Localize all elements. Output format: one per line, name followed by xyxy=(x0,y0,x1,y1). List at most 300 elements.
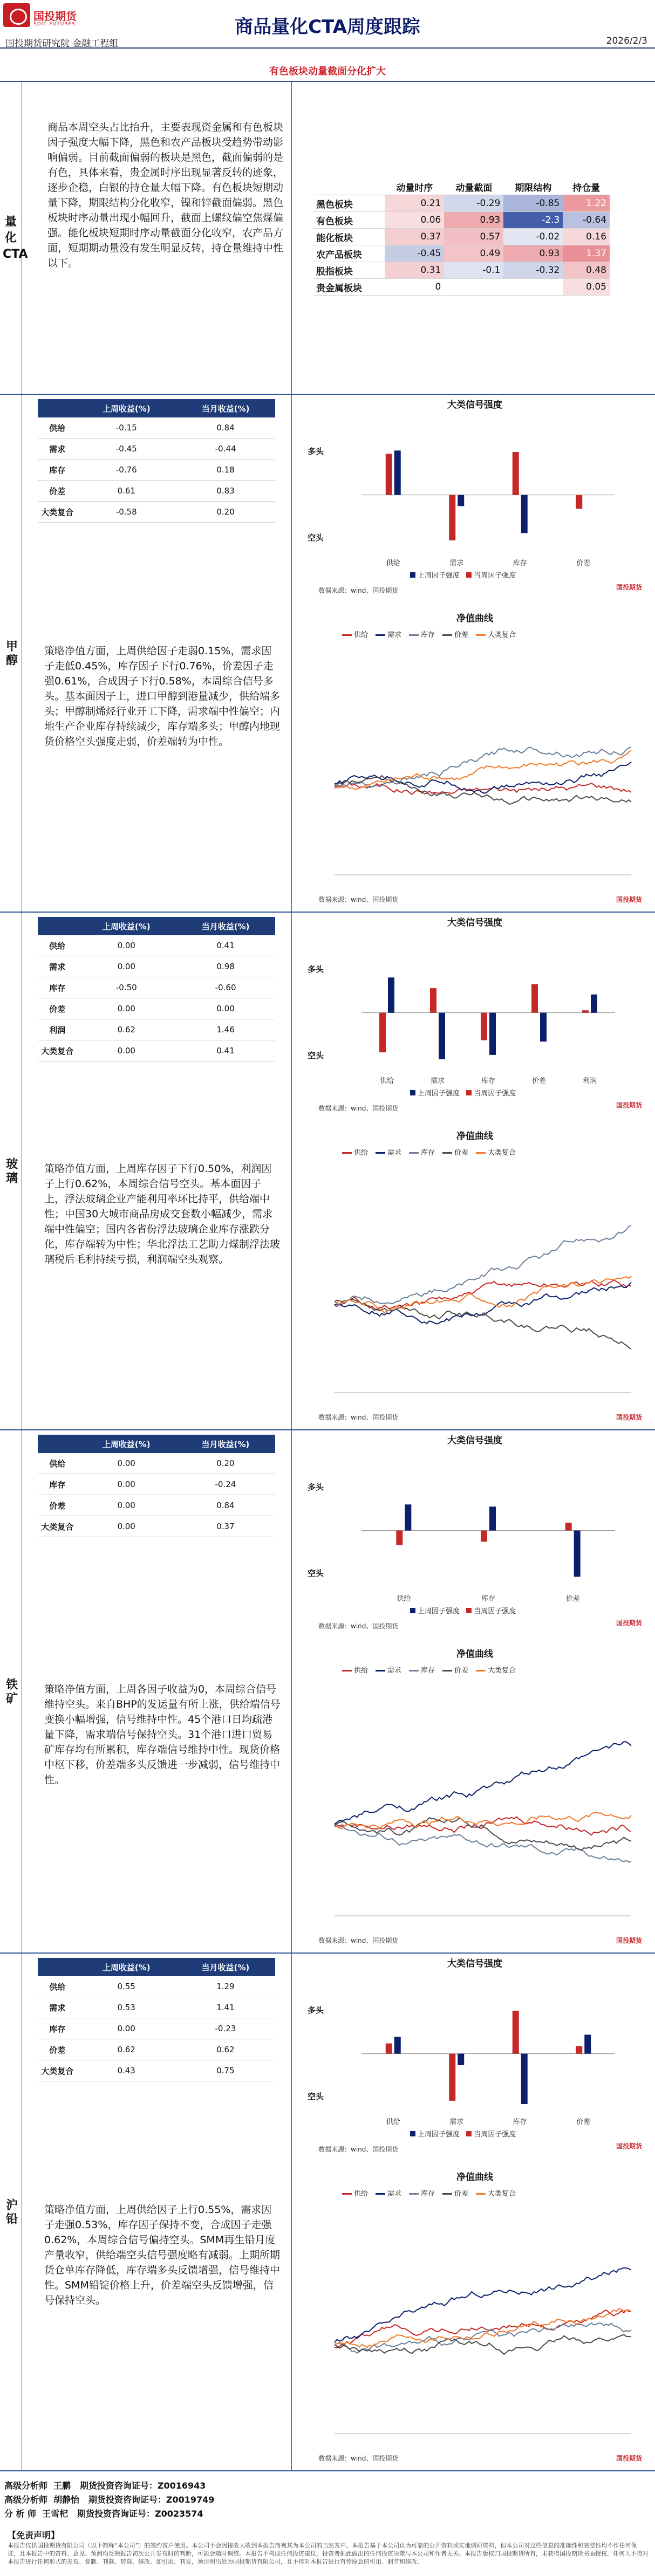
month-return: -0.60 xyxy=(176,977,275,998)
heatmap-row-label: 股指板块 xyxy=(313,262,385,279)
factor-name: 供给 xyxy=(38,417,77,439)
month-return: 0.75 xyxy=(176,2060,275,2081)
nav-curve-panel xyxy=(302,1128,647,1425)
nav-legend-swatch xyxy=(376,1670,385,1671)
analyst-1: 高级分析师 王鹏 期货投资咨询证号：Z0016943 xyxy=(4,2479,206,2491)
nav-legend-label: 大类复合 xyxy=(488,1667,516,1675)
week-return: 0.53 xyxy=(77,1997,176,2018)
heatmap-cell: -0.29 xyxy=(444,195,503,212)
long-label: 多头 xyxy=(308,1481,324,1492)
section-label-text: 玻璃 xyxy=(3,1157,19,1186)
heatmap-row xyxy=(313,262,610,279)
factor-name: 大类复合 xyxy=(38,2060,77,2081)
month-return: 0.41 xyxy=(176,935,275,956)
signal-bar-chart xyxy=(329,1975,631,2126)
nav-series-line xyxy=(335,1225,631,1306)
table-corner xyxy=(38,917,77,935)
legend-swatch-blue xyxy=(410,2131,415,2136)
bar-category-label: 供给 xyxy=(386,559,400,567)
week-return: 0.55 xyxy=(77,1976,176,1997)
panel-logo: 国投期货 xyxy=(616,2454,642,2463)
panel-logo: 国投期货 xyxy=(616,1936,642,1945)
heatmap-cell: 0.93 xyxy=(444,212,503,229)
nav-legend-label: 需求 xyxy=(387,631,401,639)
nav-legend-label: 供给 xyxy=(354,631,368,639)
signal-bar xyxy=(481,1531,487,1542)
month-return: 0.20 xyxy=(176,502,275,523)
bar-category-label: 供给 xyxy=(386,2118,400,2126)
nav-legend-label: 供给 xyxy=(354,1667,368,1675)
heatmap-cell: 0.49 xyxy=(444,245,503,262)
week-return: 0.00 xyxy=(77,1516,176,1537)
nav-legend-swatch xyxy=(376,2193,385,2195)
table-corner xyxy=(38,399,77,417)
week-return: -0.58 xyxy=(77,502,176,523)
nav-line-chart xyxy=(313,1161,637,1398)
short-label: 空头 xyxy=(308,532,324,543)
legend-label: 当周因子强度 xyxy=(474,2130,516,2139)
nav-legend-label: 大类复合 xyxy=(488,2190,516,2198)
heatmap-cell: 0.06 xyxy=(385,212,444,229)
long-label: 多头 xyxy=(308,963,324,975)
signal-bar xyxy=(521,495,528,533)
section-label-text: 沪铅 xyxy=(3,2198,19,2226)
factor-name: 价差 xyxy=(38,2039,77,2060)
analyst-2: 高级分析师 胡静怡 期货投资咨询证号：Z0019749 xyxy=(4,2493,214,2505)
bar-chart-title: 大类信号强度 xyxy=(302,1433,647,1449)
data-source: 数据来源：wind、国投期货 xyxy=(318,1413,398,1422)
table-row xyxy=(38,1019,275,1040)
col-header-month: 当月收益(%) xyxy=(176,399,275,417)
commodity-section xyxy=(0,1952,655,2471)
signal-bar xyxy=(521,2054,528,2104)
nav-legend-swatch xyxy=(409,1670,419,1671)
table-row xyxy=(38,998,275,1019)
nav-legend xyxy=(335,1664,516,1675)
nav-legend-swatch xyxy=(476,1670,486,1671)
section-label-text: 甲醇 xyxy=(3,640,19,668)
factor-name: 大类复合 xyxy=(38,1516,77,1537)
week-return: 0.00 xyxy=(77,1453,176,1474)
nav-series-line xyxy=(335,1742,631,1824)
nav-legend-label: 大类复合 xyxy=(488,1149,516,1157)
month-return: -0.24 xyxy=(176,1474,275,1495)
table-row xyxy=(38,417,275,439)
signal-strength-panel xyxy=(302,397,647,602)
nav-legend-label: 供给 xyxy=(354,2190,368,2198)
bar-category-label: 价差 xyxy=(532,1077,546,1085)
report-date: 2026/2/3 xyxy=(606,36,647,46)
nav-line-chart xyxy=(313,2202,637,2439)
factor-name: 供给 xyxy=(38,1976,77,1997)
column-divider xyxy=(291,395,292,913)
legend-swatch-blue xyxy=(410,572,415,578)
commodity-section xyxy=(0,912,655,1430)
heatmap-cell xyxy=(503,279,563,296)
month-return: -0.44 xyxy=(176,439,275,460)
nav-legend-label: 价差 xyxy=(454,1667,468,1675)
heatmap-col-header: 期限结构 xyxy=(503,179,563,195)
heatmap-cell: 0.21 xyxy=(385,195,444,212)
nav-legend-label: 供给 xyxy=(354,1149,368,1157)
col-header-week: 上周收益(%) xyxy=(77,399,176,417)
month-return: 0.84 xyxy=(176,1495,275,1516)
heatmap-col-header: 持仓量 xyxy=(563,179,610,195)
bar-category-label: 库存 xyxy=(513,559,527,567)
section-label-text: 铁矿 xyxy=(3,1678,19,1706)
signal-bar xyxy=(394,2037,401,2053)
bar-category-label: 价差 xyxy=(576,2118,590,2126)
col-header-week: 上周收益(%) xyxy=(77,917,176,935)
signal-bar xyxy=(576,495,582,509)
month-return: 0.84 xyxy=(176,417,275,439)
bar-category-label: 价差 xyxy=(566,1595,580,1603)
nav-curve-panel xyxy=(302,611,647,907)
table-row xyxy=(38,1976,275,1997)
signal-bar xyxy=(584,2034,591,2053)
col-header-month: 当月收益(%) xyxy=(176,917,275,935)
heatmap-cell: -0.32 xyxy=(503,262,563,279)
nav-legend xyxy=(335,2188,516,2198)
data-source: 数据来源：wind、国投期货 xyxy=(318,1936,398,1945)
week-return: 0.00 xyxy=(77,2018,176,2039)
disclaimer-text: 本报告仅供国投期货有限公司（以下简称“本公司”）的签约客户使用。本公司不会因接收人收到本报告而视其为本公司的当然客户。本报告基于本公司认为可靠的公开资料或实地调研资料，但本公司对这些信息的准确性和完整性均不作任何保证，且本报告中的资料、意见、预测均反映报告初次公开发布时的判断，可能会随时调整。本报告不构成任何投资建议，投资者据此做出的任何投资决策与本公司和作者无关。本报告版权归国投期货所有，未获得国投期货书面授权，任何人不得对本报告进行任何形式的发布、复制、刊载、转载、修改。如引用、刊发，须注明出处为国投期货有限公司，且不得对本报告进行有悖原意的引用、删节和修改。 xyxy=(8,2541,649,2566)
bar-category-label: 需求 xyxy=(449,559,463,567)
signal-bar xyxy=(574,1531,581,1577)
table-row xyxy=(38,502,275,523)
nav-legend-swatch xyxy=(476,1152,486,1154)
bar-category-label: 库存 xyxy=(513,2118,527,2126)
data-source: 数据来源：wind、国投期货 xyxy=(318,2145,398,2154)
heatmap-corner xyxy=(313,179,385,195)
nav-legend-swatch xyxy=(409,2193,419,2195)
nav-legend-swatch xyxy=(376,634,385,636)
legend-label: 上周因子强度 xyxy=(418,1607,460,1615)
signal-bar xyxy=(386,2044,392,2054)
table-row xyxy=(38,2060,275,2081)
heatmap-row xyxy=(313,245,610,262)
table-corner xyxy=(38,1958,77,1976)
nav-chart-title: 净值曲线 xyxy=(302,1128,647,1145)
week-return: -0.50 xyxy=(77,977,176,998)
data-source: 数据来源：wind、国投期货 xyxy=(318,1104,398,1113)
heatmap-cell: 0.57 xyxy=(444,229,503,245)
strategy-text: 策略净值方面，上周库存因子下行0.50%，利润因子上行0.62%，本周综合信号空头。基本面因子上，浮法玻璃企业产能利用率环比持平，供给端中性；中国30大城市商品房成交套数小幅减少，需求端中性偏空；国内各省份浮法玻璃企业库存涨跌分化，库存端转为中性；华北浮法工艺助力煤制浮法玻璃税后毛利持续亏损，利润端空头观察。 xyxy=(44,1161,282,1267)
legend-label: 当周因子强度 xyxy=(474,572,516,580)
week-return: 0.00 xyxy=(77,1474,176,1495)
logo-text: 国投期货 xyxy=(33,8,77,23)
legend-swatch-red xyxy=(466,1090,472,1095)
signal-strength-panel xyxy=(302,1433,647,1638)
signal-bar xyxy=(513,2011,519,2054)
week-return: 0.00 xyxy=(77,956,176,977)
nav-legend-swatch xyxy=(342,2193,352,2195)
month-return: 1.46 xyxy=(176,1019,275,1040)
commodity-section xyxy=(0,1429,655,1954)
table-row xyxy=(38,1453,275,1474)
week-return: 0.00 xyxy=(77,1495,176,1516)
month-return: -0.23 xyxy=(176,2018,275,2039)
nav-legend-label: 需求 xyxy=(387,1149,401,1157)
strategy-text: 策略净值方面，上周供给因子上行0.55%，需求因子走强0.53%，库存因子保持不变，合成因子走强0.62%，本周综合信号偏持空头。SMM再生铅月度产量收窄，供给端空头信号强度略有减弱。上期所期货仓单库存降低，库存端多头反馈增强，信号维持中性。SMM铅锭价格上升，价差端空头反馈增强，信号保持空头。 xyxy=(44,2202,282,2308)
overview-section xyxy=(0,81,655,395)
chart-legend xyxy=(410,1605,516,1615)
nav-chart-title: 净值曲线 xyxy=(302,2169,647,2186)
table-corner xyxy=(38,1435,77,1453)
week-return: 0.00 xyxy=(77,935,176,956)
table-row xyxy=(38,956,275,977)
week-return: -0.76 xyxy=(77,460,176,481)
overview-text: 商品本周空头占比抬升，主要表现资金属和有色板块因子强度大幅下降，黑色和农产品板块受趋势带动影响偏弱。目前截面偏弱的板块是黑色，截面偏弱的是有色，具体来看，贵金属时序出现显著反转的迹象，逐步企稳，白银的持仓量大幅下降。有色板块短期动量下降，期限结构分化收窄，镍和锌截面偏弱。黑色板块时序动量出现小幅回升，截面上螺纹偏空焦煤偏强。能化板块短期时序动量截面分化收窄，农产品方面，短期期动量没有发生明显反转，持仓量维持中性以下。 xyxy=(47,120,285,271)
table-row xyxy=(38,2039,275,2060)
heatmap-cell: 0.16 xyxy=(563,229,610,245)
factor-name: 利润 xyxy=(38,1019,77,1040)
nav-legend-swatch xyxy=(342,634,352,636)
short-label: 空头 xyxy=(308,2091,324,2102)
nav-chart-title: 净值曲线 xyxy=(302,1646,647,1662)
column-divider xyxy=(291,1954,292,2471)
factor-name: 大类复合 xyxy=(38,502,77,523)
month-return: 1.29 xyxy=(176,1976,275,1997)
column-divider xyxy=(291,1430,292,1954)
signal-bar xyxy=(576,2046,582,2053)
nav-legend-label: 库存 xyxy=(421,1667,435,1675)
signal-bar xyxy=(396,1531,402,1545)
signal-strength-panel xyxy=(302,1956,647,2161)
nav-legend-swatch xyxy=(442,2193,452,2195)
heatmap-col-header: 动量时序 xyxy=(385,179,444,195)
short-label: 空头 xyxy=(308,1050,324,1061)
signal-bar xyxy=(430,988,436,1013)
long-label: 多头 xyxy=(308,2004,324,2016)
nav-series-line xyxy=(335,1280,631,1310)
signal-bar xyxy=(489,1506,496,1530)
heatmap-cell: 0.48 xyxy=(563,262,610,279)
factor-name: 大类复合 xyxy=(38,1040,77,1061)
section-label xyxy=(0,395,22,913)
nav-legend-label: 价差 xyxy=(454,2190,468,2198)
signal-bar xyxy=(489,1013,496,1055)
month-return: 0.98 xyxy=(176,956,275,977)
nav-legend-swatch xyxy=(442,1152,452,1154)
week-return: 0.61 xyxy=(77,481,176,502)
signal-bar xyxy=(513,452,519,495)
nav-curve-panel xyxy=(302,1646,647,1948)
nav-series-line xyxy=(335,2335,631,2354)
bar-chart-title: 大类信号强度 xyxy=(302,1956,647,1972)
heatmap-cell: -2.3 xyxy=(503,212,563,229)
report-title: 商品量化CTA周度跟踪 xyxy=(0,12,655,38)
data-source: 数据来源：wind、国投期货 xyxy=(318,586,398,595)
heatmap-cell xyxy=(444,279,503,296)
nav-legend-swatch xyxy=(476,2193,486,2195)
week-return: 0.43 xyxy=(77,2060,176,2081)
report-subtitle: 有色板块动量截面分化扩大 xyxy=(0,64,655,78)
signal-bar xyxy=(439,1013,445,1059)
overview-label: 量化CTA xyxy=(3,214,19,263)
nav-legend-label: 大类复合 xyxy=(488,631,516,639)
nav-curve-panel xyxy=(302,2169,647,2466)
table-row xyxy=(38,2018,275,2039)
nav-legend-label: 库存 xyxy=(421,1149,435,1157)
chart-legend xyxy=(410,2128,516,2139)
legend-swatch-blue xyxy=(410,1608,415,1613)
panel-logo: 国投期货 xyxy=(616,583,642,592)
heatmap-cell: -0.1 xyxy=(444,262,503,279)
col-header-month: 当月收益(%) xyxy=(176,1958,275,1976)
heatmap-cell: 0.31 xyxy=(385,262,444,279)
nav-legend-swatch xyxy=(409,1152,419,1154)
bar-category-label: 价差 xyxy=(576,559,590,567)
month-return: 0.37 xyxy=(176,1516,275,1537)
commodity-section xyxy=(0,394,655,913)
chart-legend xyxy=(410,1087,516,1098)
brand-line: 国投期货研究院 金融工程组 xyxy=(5,36,118,49)
factor-name: 价差 xyxy=(38,481,77,502)
panel-logo: 国投期货 xyxy=(616,1413,642,1422)
factor-name: 需求 xyxy=(38,1997,77,2018)
heatmap-cell: 0 xyxy=(385,279,444,296)
factor-name: 库存 xyxy=(38,460,77,481)
col-header-week: 上周收益(%) xyxy=(77,1958,176,1976)
nav-legend-swatch xyxy=(476,634,486,636)
bar-category-label: 需求 xyxy=(449,2118,463,2126)
nav-legend-label: 价差 xyxy=(454,631,468,639)
table-row xyxy=(38,935,275,956)
nav-line-chart xyxy=(313,643,637,880)
signal-bar-chart xyxy=(329,934,631,1085)
nav-legend-label: 库存 xyxy=(421,631,435,639)
factor-name: 库存 xyxy=(38,977,77,998)
data-source: 数据来源：wind、国投期货 xyxy=(318,895,398,904)
signal-bar xyxy=(458,2054,464,2065)
legend-label: 当周因子强度 xyxy=(474,1607,516,1615)
factor-name: 供给 xyxy=(38,935,77,956)
bar-category-label: 需求 xyxy=(431,1077,445,1085)
panel-logo: 国投期货 xyxy=(616,895,642,904)
signal-bar xyxy=(531,984,538,1013)
month-return: 0.20 xyxy=(176,1453,275,1474)
signal-bar xyxy=(582,1010,589,1012)
table-row xyxy=(38,1495,275,1516)
section-label xyxy=(0,82,22,395)
heatmap-row-label: 黑色板块 xyxy=(313,195,385,212)
factor-return-table xyxy=(38,399,275,523)
heatmap-cell: -0.45 xyxy=(385,245,444,262)
table-row xyxy=(38,977,275,998)
heatmap-row xyxy=(313,279,610,296)
data-source: 数据来源：wind、国投期货 xyxy=(318,2454,398,2463)
strategy-text: 策略净值方面，上周供给因子走弱0.15%，需求因子走低0.45%，库存因子下行0.76%，价差因子走强0.61%，合成因子下行0.58%，本周综合信号多头。基本面因子上，进口甲醇到港量减少，供给端多头；甲醇制烯烃行业开工下降，需求端中性偏空；内地生产企业库存持续减少，库存端多头；甲醇内地现货价格空头强度走弱，价差端转为中性。 xyxy=(44,643,282,749)
nav-legend-label: 库存 xyxy=(421,2190,435,2198)
nav-legend-label: 需求 xyxy=(387,2190,401,2198)
heatmap-row xyxy=(313,229,610,245)
factor-name: 需求 xyxy=(38,956,77,977)
bar-category-label: 库存 xyxy=(481,1077,495,1085)
nav-series-line xyxy=(335,1299,631,1349)
signal-bar xyxy=(481,1013,487,1040)
heatmap-cell: 0.05 xyxy=(563,279,610,296)
legend-swatch-red xyxy=(466,572,472,578)
nav-legend-label: 价差 xyxy=(454,1149,468,1157)
signal-bar xyxy=(394,450,401,495)
week-return: -0.15 xyxy=(77,417,176,439)
heatmap-row xyxy=(313,212,610,229)
bar-category-label: 利润 xyxy=(583,1077,597,1085)
nav-chart-title: 净值曲线 xyxy=(302,611,647,627)
nav-legend-swatch xyxy=(342,1670,352,1671)
heatmap-row-label: 贵金属板块 xyxy=(313,279,385,296)
panel-logo: 国投期货 xyxy=(616,2141,642,2150)
analyst-3: 分 析 师 王雪杞 期货投资咨询证号：Z0023574 xyxy=(4,2507,203,2519)
heatmap-row-label: 能化板块 xyxy=(313,229,385,245)
month-return: 1.41 xyxy=(176,1997,275,2018)
section-label xyxy=(0,1430,22,1954)
factor-name: 库存 xyxy=(38,1474,77,1495)
factor-name: 价差 xyxy=(38,1495,77,1516)
signal-bar xyxy=(386,454,392,495)
legend-swatch-blue xyxy=(410,1090,415,1095)
signal-bar xyxy=(458,495,464,506)
factor-name: 价差 xyxy=(38,998,77,1019)
data-source: 数据来源：wind、国投期货 xyxy=(318,1621,398,1630)
nav-legend xyxy=(335,1147,516,1157)
legend-label: 上周因子强度 xyxy=(418,2130,460,2139)
long-label: 多头 xyxy=(308,446,324,457)
section-label xyxy=(0,913,22,1430)
week-return: 0.00 xyxy=(77,1040,176,1061)
heatmap-cell: 0.93 xyxy=(503,245,563,262)
legend-swatch-red xyxy=(466,1608,472,1613)
signal-bar xyxy=(388,977,394,1012)
nav-legend-label: 需求 xyxy=(387,1667,401,1675)
heatmap-cell: -0.64 xyxy=(563,212,610,229)
heatmap-col-header: 动量截面 xyxy=(444,179,503,195)
legend-swatch-red xyxy=(466,2131,472,2136)
panel-logo: 国投期货 xyxy=(616,1618,642,1627)
signal-bar xyxy=(540,1013,547,1042)
col-header-week: 上周收益(%) xyxy=(77,1435,176,1453)
month-return: 0.41 xyxy=(176,1040,275,1061)
nav-line-chart xyxy=(313,1678,637,1921)
heatmap-row-label: 有色板块 xyxy=(313,212,385,229)
report-header xyxy=(0,0,655,49)
factor-name: 供给 xyxy=(38,1453,77,1474)
column-divider xyxy=(291,82,292,395)
heatmap-row-label: 农产品板块 xyxy=(313,245,385,262)
table-row xyxy=(38,1516,275,1537)
signal-bar xyxy=(405,1504,411,1530)
signal-bar xyxy=(591,995,597,1013)
nav-legend-swatch xyxy=(442,634,452,636)
column-divider xyxy=(291,913,292,1430)
disclaimer-title: 【免责声明】 xyxy=(8,2529,59,2541)
table-row xyxy=(38,460,275,481)
signal-bar xyxy=(379,1013,386,1052)
month-return: 0.00 xyxy=(176,998,275,1019)
nav-legend-swatch xyxy=(342,1152,352,1154)
legend-label: 上周因子强度 xyxy=(418,1090,460,1098)
signal-bar-chart xyxy=(329,1452,631,1603)
factor-name: 库存 xyxy=(38,2018,77,2039)
nav-legend-swatch xyxy=(409,634,419,636)
signal-bar-chart xyxy=(329,416,631,567)
factor-return-table xyxy=(38,1435,275,1537)
signal-bar xyxy=(449,2054,455,2101)
legend-label: 上周因子强度 xyxy=(418,572,460,580)
bar-category-label: 供给 xyxy=(397,1594,411,1603)
week-return: -0.45 xyxy=(77,439,176,460)
